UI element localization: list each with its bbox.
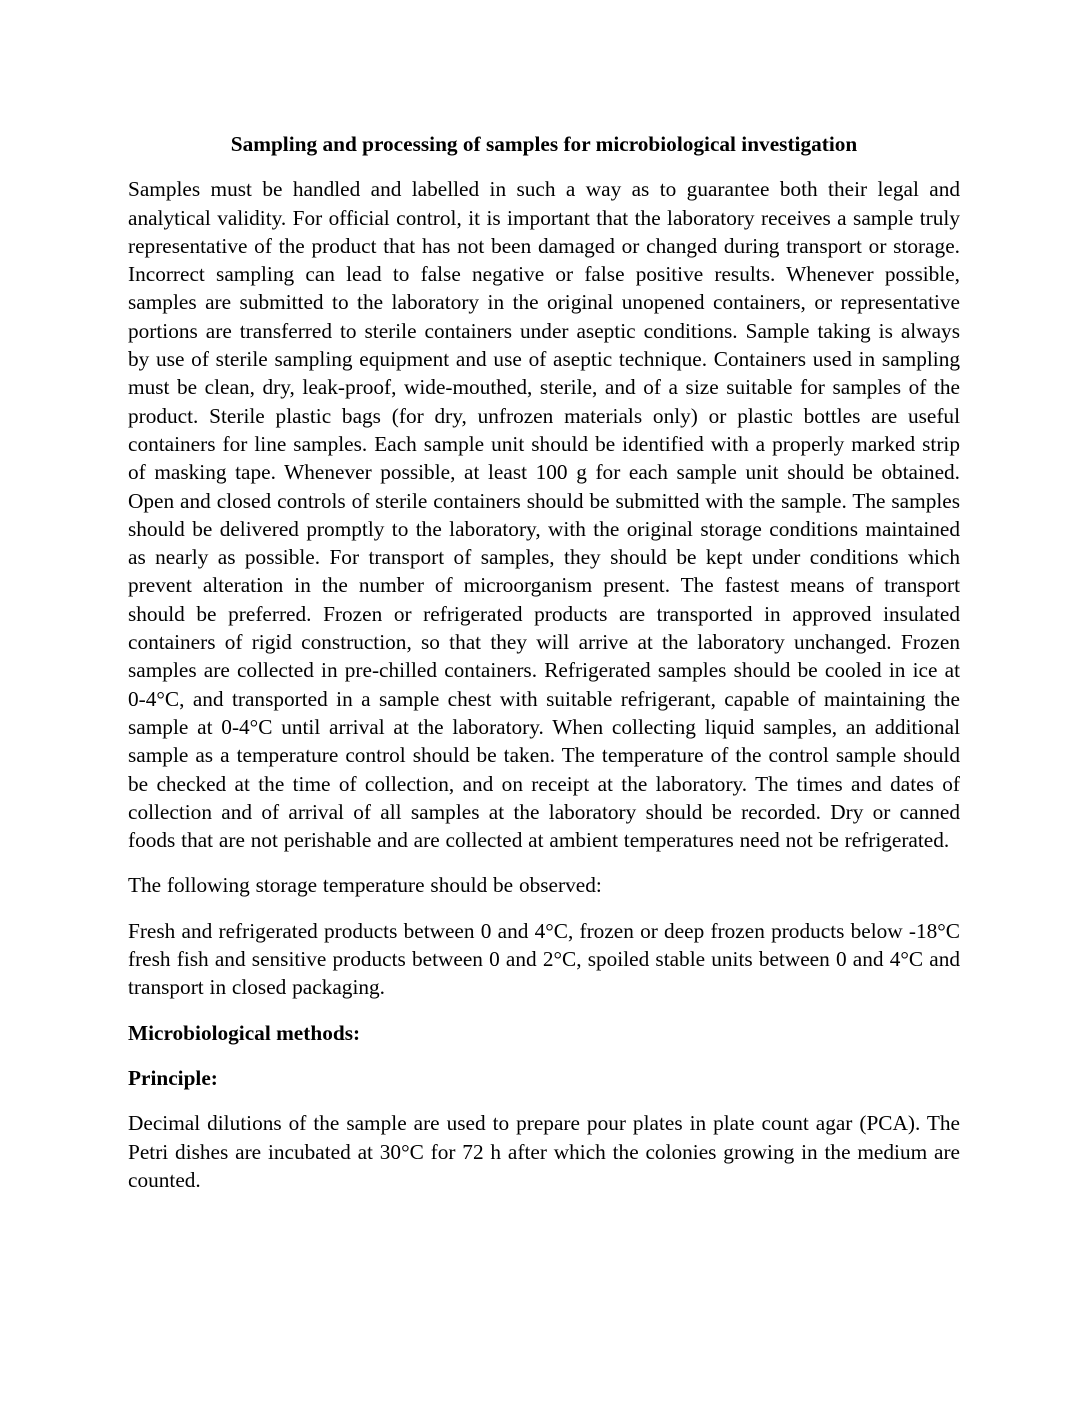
paragraph-sampling-processing: Samples must be handled and labelled in such a way as to guarantee both their legal and analytical validity. For official control, it is important that the laboratory receives a sample truly representative of the product that has not been damaged or changed during transport or storage. Incorrect sampling can lead to false negative or false positive results. Whenever possible, samples are submitted to the laboratory in the original unopened containers, or representative portions are transferred to sterile containers under aseptic conditions. Sample taking is always by use of sterile sampling equipment and use of aseptic technique. Containers used in sampling must be clean, dry, leak-proof, wide-mouthed, sterile, and of a size suitable for samples of the product. Sterile plastic bags (for dry, unfrozen materials only) or plastic bottles are useful containers for line samples. Each sample unit should be identified with a properly marked strip of masking tape. Whenever possible, at least 100 g for each sample unit should be obtained. Open and closed controls of sterile containers should be submitted with the sample. The samples should be delivered promptly to the laboratory, with the original storage conditions maintained as nearly as possible. For transport of samples, they should be kept under conditions which prevent alteration in the number of microorganism present. The fastest means of transport should be preferred. Frozen or refrigerated products are transported in approved insulated containers of rigid construction, so that they will arrive at the laboratory unchanged. Frozen samples are collected in pre-chilled containers. Refrigerated samples should be cooled in ice at 0-4°C, and transported in a sample chest with suitable refrigerant, capable of maintaining the sample at 0-4°C until arrival at the laboratory. When collecting liquid samples, an additional sample as a temperature control should be taken. The temperature of the control sample should be checked at the time of collection, and on receipt at the laboratory. The times and dates of collection and of arrival of all samples at the laboratory should be recorded. Dry or canned foods that are not perishable and are collected at ambient temperatures need not be refrigerated. [128,177,960,853]
document-title: Sampling and processing of samples for microbiological investigation [230,132,858,156]
heading-microbiological-methods: Microbiological methods: [128,1020,361,1045]
paragraph-principle: Decimal dilutions of the sample are used to prepare pour plates in plate count agar (PCA). The Petri dishes are incubated at 30°C for 72 h after which the colonies growing in the medium are counted. [128,1111,960,1192]
heading-principle: Principle: [128,1065,218,1090]
paragraph-storage-temperatures: Fresh and refrigerated products between 0 and 4°C, frozen or deep frozen products below -18°C fresh fish and sensitive products between 0 and 2°C, spoiled stable units between 0 and 4°C and transport in closed packaging. [128,918,960,1000]
paragraph-storage-intro: The following storage temperature should be observed: [128,873,602,898]
